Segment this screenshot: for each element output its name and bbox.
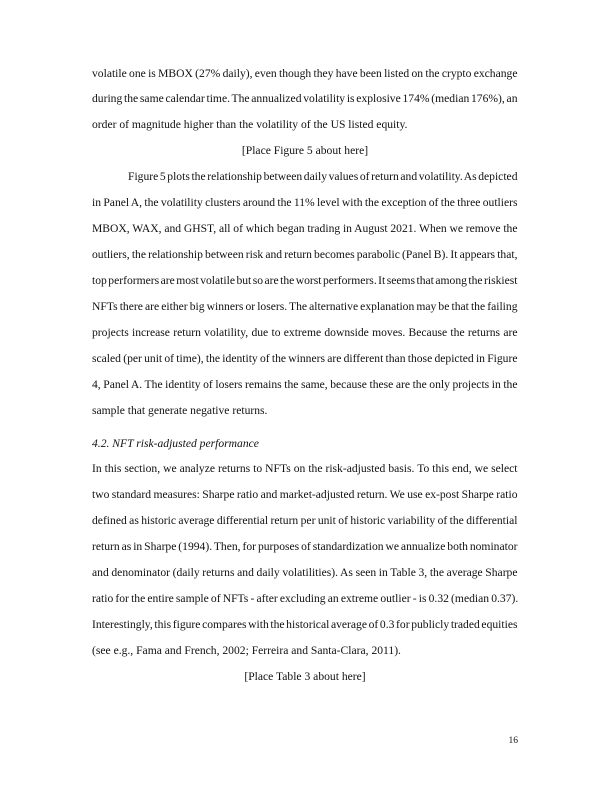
text-line: outliers, the relationship between risk and return becomes parabolic (Panel B). It appears that, bbox=[92, 248, 518, 261]
text-line: in Panel A, the volatility clusters around the 11% level with the exception of the three outliers bbox=[92, 196, 518, 209]
text-line: volatile one is MBOX (27% daily), even though they have been listed on the crypto exchange bbox=[92, 67, 518, 80]
page-number: 16 bbox=[508, 736, 518, 746]
text-line: top performers are most volatile but so are the worst performers. It seems that among the riskiest bbox=[92, 274, 518, 287]
table-placeholder: [Place Table 3 about here] bbox=[244, 670, 366, 683]
text-line: Interestingly, this figure compares with the historical average of 0.3 for publicly traded equities bbox=[92, 618, 518, 631]
text-line: projects increase return volatility, due to extreme downside moves. Because the returns are bbox=[92, 326, 518, 339]
text-line: ratio for the entire sample of NFTs - after excluding an extreme outlier - is 0.32 (median 0.37). bbox=[92, 592, 519, 605]
text-line: NFTs there are either big winners or losers. The alternative explanation may be that the failing bbox=[92, 300, 518, 313]
text-line: Figure 5 plots the relationship between daily values of return and volatility. As depicted bbox=[128, 170, 518, 183]
text-line: sample that generate negative returns. bbox=[92, 404, 268, 417]
text-line: two standard measures: Sharpe ratio and market-adjusted return. We use ex-post Sharpe ratio bbox=[92, 488, 518, 501]
text-line: 4, Panel A. The identity of losers remains the same, because these are the only projects in the bbox=[92, 378, 518, 391]
text-line: defined as historic average differential return per unit of historic variability of the differential bbox=[92, 514, 518, 527]
section-heading: 4.2. NFT risk-adjusted performance bbox=[92, 437, 259, 450]
text-line: (see e.g., Fama and French, 2002; Ferreira and Santa-Clara, 2011). bbox=[92, 644, 401, 657]
text-line: MBOX, WAX, and GHST, all of which began trading in August 2021. When we remove the bbox=[92, 222, 518, 235]
figure-placeholder: [Place Figure 5 about here] bbox=[241, 144, 369, 157]
text-line: order of magnitude higher than the volatility of the US listed equity. bbox=[92, 118, 408, 131]
text-line: during the same calendar time. The annualized volatility is explosive 174% (median 176%), an bbox=[92, 92, 518, 105]
text-line: In this section, we analyze returns to NFTs on the risk-adjusted basis. To this end, we select bbox=[92, 462, 518, 475]
text-line: scaled (per unit of time), the identity of the winners are different than those depicted in Figure bbox=[92, 352, 518, 365]
text-line: and denominator (daily returns and daily volatilities). As seen in Table 3, the average Sharpe bbox=[92, 566, 518, 579]
text-line: return as in Sharpe (1994). Then, for purposes of standardization we annualize both nominator bbox=[92, 540, 518, 553]
